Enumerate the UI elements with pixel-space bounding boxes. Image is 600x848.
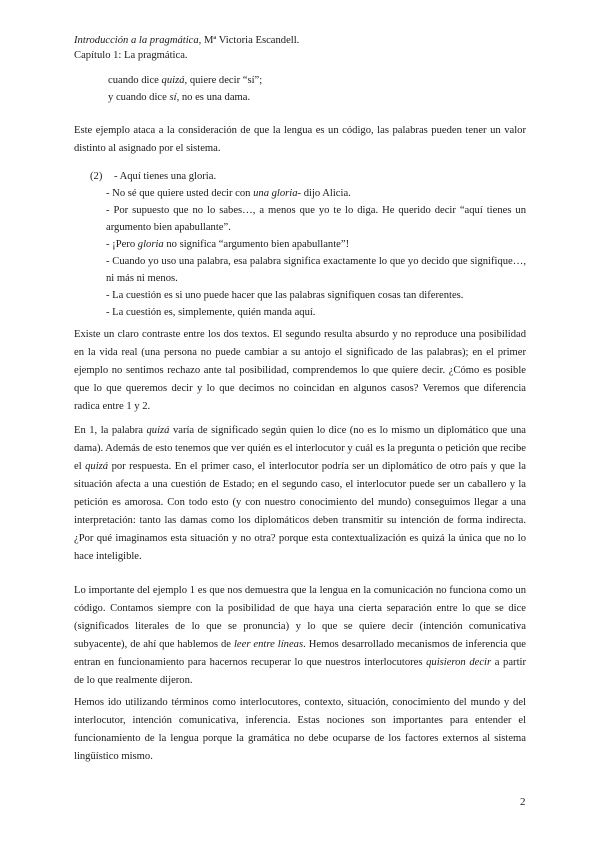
- quote-text: , no es una dama.: [176, 92, 251, 103]
- running-header: [74, 34, 299, 63]
- quote-text: , quiere decir “sí”;: [184, 75, 263, 86]
- paragraph-5: Hemos ido utilizando términos como interlocutores, contexto, situación, conocimiento del mundo y del interlocutor, intención comunicativa, inferencia. Estas nociones son importantes para entender el funcionamiento de la lengua porque la gramática no debe ocuparse de los factores externos al sistema lingüístico mismo.: [74, 697, 526, 762]
- paragraph-3: [74, 422, 526, 566]
- paragraph-italic: quizá: [85, 461, 109, 472]
- quote-continuation: [108, 72, 262, 106]
- paragraph-text: En 1, la palabra: [74, 425, 147, 436]
- paragraph-italic: quisieron decir: [426, 657, 492, 668]
- dialogue-italic: gloria: [137, 239, 164, 250]
- paragraph-text: varía de significado según quien lo dice (no es lo mismo un diplomático que una dama). Además de esto tenemos que ver quién es el interlocutor y cuál es la pregunta o petición que recibe el: [74, 425, 527, 472]
- dialogue-line: - La cuestión es, simplemente, quién manda aquí.: [106, 307, 316, 318]
- paragraph-text: . Hemos desarrollado mecanismos de inferencia que entran en funcionamiento para hacernos recuperar lo que nuestros interlocutores: [74, 639, 527, 668]
- author-name: Mª Victoria Escandell.: [201, 35, 300, 46]
- paragraph-4: [74, 582, 526, 690]
- dialogue-text: - No sé que quiere usted decir con: [106, 188, 254, 199]
- paragraph-italic: leer entre líneas: [233, 639, 304, 650]
- chapter-title: Capítulo 1: La pragmática.: [74, 49, 188, 61]
- paragraph-text: a partir de lo que realmente dijeron.: [74, 657, 526, 686]
- quote-text: y cuando dice: [108, 92, 170, 103]
- dialogue-text: - dijo Alicia.: [297, 188, 351, 199]
- dialogue-italic: una gloria: [253, 188, 298, 199]
- dialogue-text: - ¡Pero: [106, 239, 138, 250]
- dialogue-line: - La cuestión es si uno puede hacer que las palabras signifiquen cosas tan diferentes.: [106, 290, 464, 301]
- quote-line-1: [108, 72, 262, 89]
- example-dialogue: [106, 185, 526, 321]
- quote-italic: sí: [169, 92, 177, 103]
- dialogue-line: - Por supuesto que no lo sabes…, a menos que yo te lo diga. He querido decir “aquí tienes un argumento bien apabullante”.: [106, 205, 526, 233]
- paragraph-2: Existe un claro contraste entre los dos textos. El segundo resulta absurdo y no reproduce una posibilidad en la vida real (una persona no puede cambiar a su antojo el significado de las palabras); en el primer ejemplo no sentimos rechazo ante tal posibilidad, comprendemos lo que quiere decir. ¿Cómo es posible que lo que queremos decir y lo que decimos no coincidan en algunos casos? Veremos que diferencia radica entre 1 y 2.: [74, 329, 526, 412]
- dialogue-line: [106, 236, 526, 253]
- paragraph-text: por respuesta. En el primer caso, el interlocutor podría ser un diplomático de otro país y que la situación afecta a una cuestión de Estado; en el segundo caso, el interlocutor puede ser un caballero y la petición es amorosa. Con todo esto (y con nuestro conocimiento del mundo) conseguimos llegar a una interpretación: tanto las damas como los diplomáticos deben transmitir su intención de forma indirecta. ¿Por qué imaginamos esta situación y no otra? porque esta contextualización es quizá la única que no lo hace inteligible.: [74, 461, 526, 562]
- quote-line-2: [108, 89, 262, 106]
- header-title-line: [74, 34, 299, 49]
- paragraph-1: Este ejemplo ataca a la consideración de que la lengua es un código, las palabras pueden tener un valor distinto al asignado por el sistema.: [74, 125, 526, 154]
- book-title: Introducción a la pragmática,: [74, 35, 202, 46]
- dialogue-line: - Cuando yo uso una palabra, esa palabra significa exactamente lo que yo decido que signifique…, ni más ni menos.: [106, 256, 526, 284]
- paragraph-text: Lo importante del ejemplo 1 es que nos demuestra que la lengua en la comunicación no funciona como un código. Contamos siempre con la posibilidad de que haya una cierta separación entre lo que se dice (significados literales de lo que se pronuncia) y lo que se quiere decir (intención comunicativa subyacente), de ahí que hablemos de: [74, 585, 526, 650]
- paragraph-italic: quizá: [146, 425, 170, 436]
- dialogue-text: no significa “argumento bien apabullante”!: [163, 239, 350, 250]
- quote-italic: quizá: [161, 75, 185, 86]
- dialogue-line: [106, 185, 526, 202]
- example-first-line: - Aquí tienes una gloria.: [114, 171, 217, 182]
- page-number: 2: [520, 796, 526, 808]
- quote-text: cuando dice: [108, 75, 162, 86]
- example-number: (2): [90, 171, 103, 182]
